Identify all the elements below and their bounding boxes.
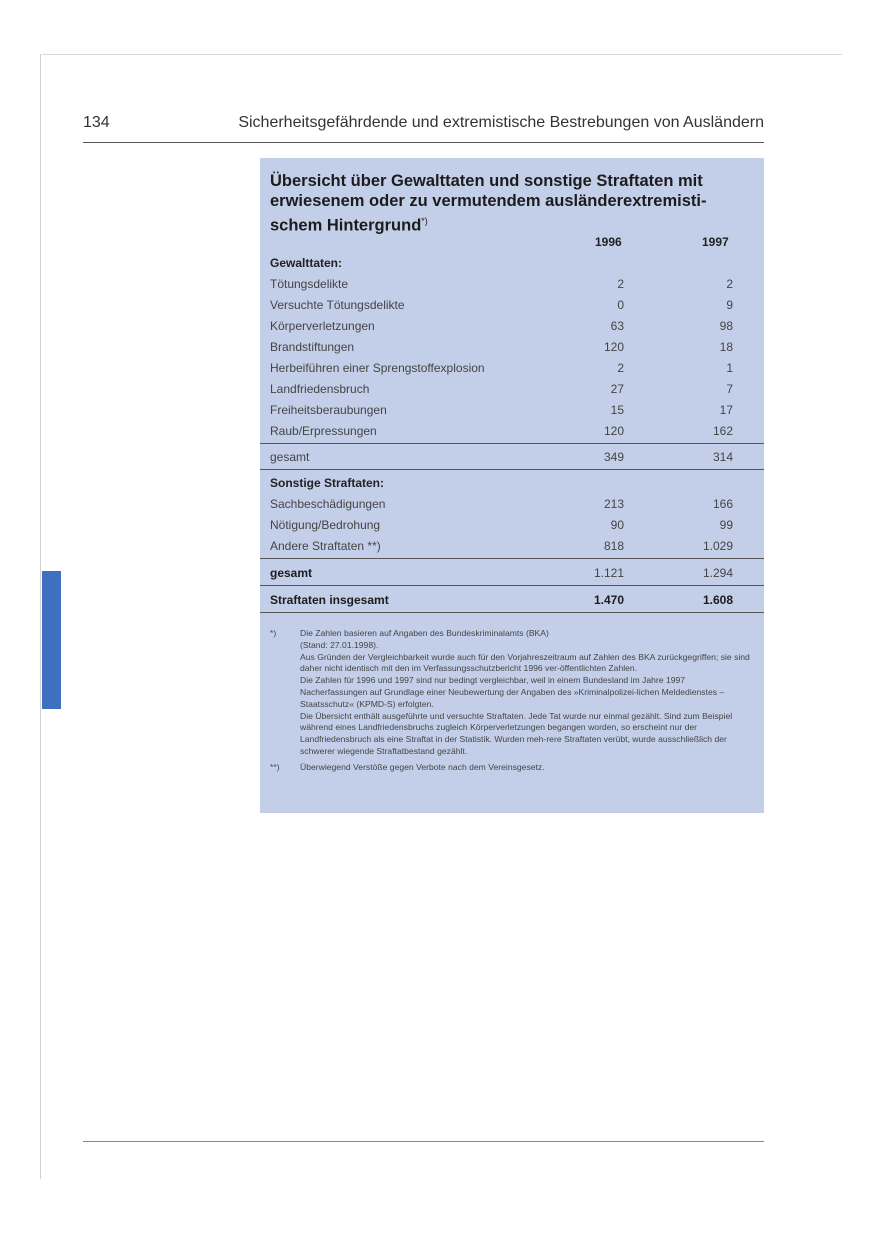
row-label: Brandstiftungen [270, 340, 355, 354]
running-title: Sicherheitsgefährdende und extremistische Bestrebungen von Ausländern [238, 114, 764, 131]
value-1997: 17 [719, 403, 733, 417]
table-row [260, 340, 764, 361]
value-1996: 27 [610, 382, 624, 396]
violent-total-row [260, 450, 764, 471]
value-1996: 2 [617, 277, 624, 291]
chapter-tab-marker [42, 571, 61, 709]
footnote [270, 628, 754, 758]
column-header-1997: 1997 [702, 235, 729, 249]
row-label: Sachbeschädigungen [270, 497, 386, 511]
row-label: Freiheitsberaubungen [270, 403, 387, 417]
value-1997: 162 [712, 424, 733, 438]
section-heading-violent: Gewalttaten: [270, 256, 343, 270]
table-row [260, 424, 764, 445]
table-row [260, 298, 764, 319]
page-edge-top [42, 54, 842, 55]
value-1997: 166 [712, 497, 733, 511]
table-divider [260, 469, 764, 470]
value-1997: 1 [726, 361, 733, 375]
page-header [83, 114, 764, 143]
value-1997: 7 [726, 382, 733, 396]
table-row [260, 319, 764, 340]
row-label: Versuchte Tötungsdelikte [270, 298, 405, 312]
value-1996: 120 [603, 424, 624, 438]
table-row [260, 539, 764, 560]
value-1997: 2 [726, 277, 733, 291]
footnote [270, 762, 754, 774]
value-1997: 1.029 [702, 539, 733, 553]
value-1996: 213 [603, 497, 624, 511]
row-label: Nötigung/Bedrohung [270, 518, 381, 532]
value-1997: 98 [719, 319, 733, 333]
footer-rule [83, 1141, 764, 1142]
column-header-1996: 1996 [595, 235, 622, 249]
value-1997: 1.294 [702, 566, 733, 580]
value-1996: 1.470 [593, 593, 624, 607]
value-1996: 818 [603, 539, 624, 553]
table-row [260, 361, 764, 382]
table-row [260, 518, 764, 539]
table-divider [260, 612, 764, 613]
section-heading-other: Sonstige Straftaten: [270, 476, 385, 490]
row-label: Andere Straftaten **) [270, 539, 381, 553]
page-number: 134 [83, 114, 110, 131]
value-1997: 99 [719, 518, 733, 532]
box-title-footnote-mark: *) [421, 216, 428, 226]
footnote-line: Überwiegend Verstöße gegen Verbote nach dem Vereinsgesetz. [300, 761, 545, 772]
value-1996: 15 [610, 403, 624, 417]
footnote-mark: **) [270, 761, 280, 772]
row-label: Tötungsdelikte [270, 277, 349, 291]
footnote-line: Die Zahlen für 1996 und 1997 sind nur bedingt vergleichbar, weil in einem Bundesland im Jahre 1997 Nacherfassungen auf Grundlage einer Neubewertung der Angaben des »Kriminalpolizei-lichen Meldedienstes – Staatsschutz« (KPMD-S) erfolgten. [300, 675, 725, 709]
value-1996: 2 [617, 361, 624, 375]
other-total-row [260, 566, 764, 587]
row-label: Raub/Erpressungen [270, 424, 377, 438]
table-divider [260, 558, 764, 559]
value-1997: 9 [726, 298, 733, 312]
table-divider [260, 585, 764, 586]
value-1996: 90 [610, 518, 624, 532]
value-1996: 63 [610, 319, 624, 333]
row-label: Körperverletzungen [270, 319, 375, 333]
page-edge-left [40, 54, 41, 1179]
value-1996: 1.121 [593, 566, 624, 580]
row-label: Landfriedensbruch [270, 382, 370, 396]
table-row [260, 382, 764, 403]
value-1996: 120 [603, 340, 624, 354]
value-1996: 349 [603, 450, 624, 464]
footnote-line: Aus Gründen der Vergleichbarkeit wurde auch für den Vorjahreszeitraum auf Zahlen des BKA zurückgegriffen; sie sind daher nicht identisch mit den im Verfassungsschutzbericht 1996 ver-öffentlichten Zahlen. [300, 651, 750, 674]
row-label: Herbeiführen einer Sprengstoffexplosion [270, 361, 485, 375]
footnote-mark: *) [270, 628, 277, 638]
footnotes [270, 628, 754, 774]
footnote-line: Die Übersicht enthält ausgeführte und versuchte Straftaten. Jede Tat wurde nur einmal gezählt. Sind zum Beispiel während eines Landfriedensbruchs zugleich Körperverletzungen begangen worden, so erscheint nur der Landfriedensbruch als eine Straftat in der Statistik. Wurden meh-rere Straftaten verübt, wurde ausschließlich der schwerer wiegende Straftatbestand gezählt. [300, 710, 733, 756]
box-title-text: Übersicht über Gewalttaten und sonstige Straftaten mit erwiesenem oder zu vermutendem ausländerextremisti-schem Hintergrund [270, 172, 707, 235]
value-1996: 0 [617, 298, 624, 312]
statistics-box [260, 158, 764, 813]
footnote-line: Die Zahlen basieren auf Angaben des Bundeskriminalamts (BKA) [300, 628, 549, 638]
table-divider [260, 443, 764, 444]
grand-total-row [260, 593, 764, 614]
box-title [270, 171, 750, 236]
row-label: gesamt [270, 566, 313, 580]
table-row [260, 497, 764, 518]
value-1997: 314 [712, 450, 733, 464]
footnote-line: (Stand: 27.01.1998). [300, 639, 379, 650]
value-1997: 1.608 [702, 593, 733, 607]
table-row [260, 403, 764, 424]
value-1997: 18 [719, 340, 733, 354]
table-row [260, 277, 764, 298]
row-label: gesamt [270, 450, 310, 464]
row-label: Straftaten insgesamt [270, 593, 389, 607]
